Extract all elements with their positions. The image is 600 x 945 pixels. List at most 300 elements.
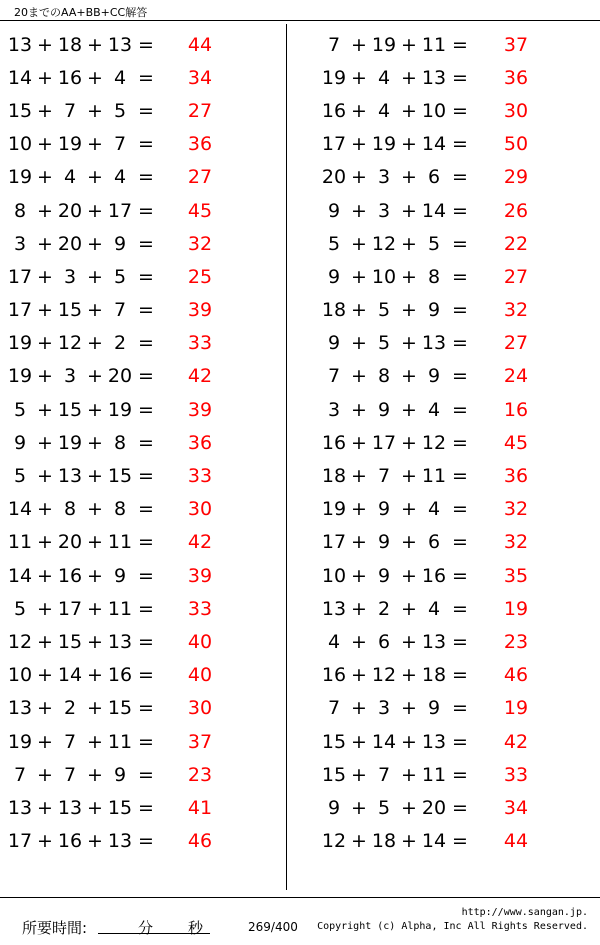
problem-columns	[0, 22, 600, 894]
plus-icon: +	[401, 265, 417, 288]
problem-row	[6, 128, 292, 161]
answer-value: 32	[503, 498, 529, 521]
problem-row	[6, 526, 292, 559]
operand-a: 19	[321, 66, 347, 89]
plus-icon: +	[87, 199, 103, 222]
operand-c: 13	[107, 830, 133, 853]
answer-value: 27	[187, 99, 213, 122]
problem-row	[320, 294, 594, 327]
answer-value: 39	[187, 564, 213, 587]
equals-icon: =	[138, 299, 154, 322]
answer-value: 42	[187, 531, 213, 554]
operand-c: 14	[421, 830, 447, 853]
answer-value: 33	[187, 597, 213, 620]
equals-icon: =	[138, 199, 154, 222]
plus-icon: +	[351, 465, 367, 488]
plus-icon: +	[37, 332, 53, 355]
answer-value: 27	[503, 332, 529, 355]
answer-value: 50	[503, 133, 529, 156]
plus-icon: +	[37, 431, 53, 454]
operand-a: 12	[7, 630, 33, 653]
problem-row	[320, 758, 594, 791]
answer-value: 23	[503, 630, 529, 653]
problem-row	[6, 791, 292, 824]
problem-row	[320, 61, 594, 94]
time-required-label: 所要時間:	[22, 919, 88, 937]
problem-row	[6, 94, 292, 127]
plus-icon: +	[401, 830, 417, 853]
plus-icon: +	[401, 232, 417, 255]
answer-value: 41	[187, 796, 213, 819]
equals-icon: =	[138, 597, 154, 620]
operand-b: 4	[377, 66, 391, 89]
operand-c: 13	[421, 66, 447, 89]
plus-icon: +	[351, 697, 367, 720]
plus-icon: +	[351, 33, 367, 56]
plus-icon: +	[37, 299, 53, 322]
plus-icon: +	[37, 664, 53, 687]
operand-b: 9	[377, 498, 391, 521]
operand-c: 7	[113, 299, 127, 322]
plus-icon: +	[37, 763, 53, 786]
operand-a: 10	[7, 664, 33, 687]
problem-row	[320, 161, 594, 194]
operand-c: 5	[113, 99, 127, 122]
problem-row	[6, 625, 292, 658]
operand-a: 10	[7, 133, 33, 156]
operand-a: 17	[7, 299, 33, 322]
equals-icon: =	[452, 166, 468, 189]
operand-b: 17	[371, 431, 397, 454]
plus-icon: +	[401, 796, 417, 819]
plus-icon: +	[401, 33, 417, 56]
answer-value: 36	[187, 133, 213, 156]
problem-row	[320, 327, 594, 360]
operand-b: 17	[57, 597, 83, 620]
operand-b: 3	[377, 166, 391, 189]
operand-c: 20	[107, 365, 133, 388]
operand-a: 16	[321, 664, 347, 687]
footer-divider	[0, 897, 600, 898]
operand-c: 9	[427, 299, 441, 322]
plus-icon: +	[87, 730, 103, 753]
operand-a: 5	[13, 465, 27, 488]
plus-icon: +	[351, 564, 367, 587]
problem-row	[320, 227, 594, 260]
problem-row	[320, 625, 594, 658]
operand-b: 2	[63, 697, 77, 720]
equals-icon: =	[138, 166, 154, 189]
operand-c: 5	[427, 232, 441, 255]
plus-icon: +	[87, 99, 103, 122]
operand-a: 19	[7, 166, 33, 189]
operand-a: 15	[7, 99, 33, 122]
plus-icon: +	[351, 730, 367, 753]
equals-icon: =	[452, 99, 468, 122]
operand-a: 10	[321, 564, 347, 587]
plus-icon: +	[87, 166, 103, 189]
problem-row	[320, 659, 594, 692]
plus-icon: +	[87, 431, 103, 454]
equals-icon: =	[138, 99, 154, 122]
operand-b: 15	[57, 630, 83, 653]
operand-c: 15	[107, 465, 133, 488]
operand-a: 14	[7, 66, 33, 89]
plus-icon: +	[37, 33, 53, 56]
operand-c: 10	[421, 99, 447, 122]
operand-a: 19	[7, 365, 33, 388]
operand-c: 16	[107, 664, 133, 687]
operand-c: 2	[113, 332, 127, 355]
problem-column-left	[0, 22, 300, 894]
plus-icon: +	[351, 498, 367, 521]
plus-icon: +	[87, 465, 103, 488]
operand-c: 13	[107, 630, 133, 653]
operand-c: 11	[421, 465, 447, 488]
problem-row	[6, 459, 292, 492]
problem-row	[320, 592, 594, 625]
page-title: 20までのAA+BB+CC解答	[14, 6, 148, 19]
problem-row	[320, 194, 594, 227]
plus-icon: +	[351, 365, 367, 388]
equals-icon: =	[452, 796, 468, 819]
plus-icon: +	[401, 133, 417, 156]
plus-icon: +	[87, 332, 103, 355]
plus-icon: +	[87, 365, 103, 388]
answer-value: 30	[503, 99, 529, 122]
operand-c: 4	[427, 597, 441, 620]
equals-icon: =	[452, 33, 468, 56]
plus-icon: +	[401, 365, 417, 388]
plus-icon: +	[37, 232, 53, 255]
plus-icon: +	[87, 133, 103, 156]
plus-icon: +	[37, 730, 53, 753]
answer-value: 39	[187, 299, 213, 322]
plus-icon: +	[401, 531, 417, 554]
operand-c: 9	[113, 232, 127, 255]
operand-b: 12	[371, 664, 397, 687]
answer-value: 37	[503, 33, 529, 56]
problem-row	[320, 493, 594, 526]
plus-icon: +	[87, 498, 103, 521]
answer-value: 42	[187, 365, 213, 388]
operand-a: 3	[327, 398, 341, 421]
equals-icon: =	[138, 830, 154, 853]
answer-value: 24	[503, 365, 529, 388]
operand-c: 15	[107, 697, 133, 720]
plus-icon: +	[37, 796, 53, 819]
operand-c: 13	[421, 332, 447, 355]
operand-a: 15	[321, 730, 347, 753]
plus-icon: +	[401, 664, 417, 687]
answer-value: 34	[187, 66, 213, 89]
operand-a: 5	[327, 232, 341, 255]
answer-value: 35	[503, 564, 529, 587]
plus-icon: +	[351, 133, 367, 156]
operand-a: 8	[13, 199, 27, 222]
operand-b: 20	[57, 199, 83, 222]
equals-icon: =	[138, 398, 154, 421]
operand-a: 9	[327, 265, 341, 288]
operand-b: 15	[57, 398, 83, 421]
operand-a: 20	[321, 166, 347, 189]
operand-c: 12	[421, 431, 447, 454]
operand-a: 16	[321, 431, 347, 454]
plus-icon: +	[87, 697, 103, 720]
operand-c: 11	[107, 531, 133, 554]
operand-c: 6	[427, 166, 441, 189]
plus-icon: +	[37, 365, 53, 388]
answer-value: 40	[187, 664, 213, 687]
equals-icon: =	[138, 763, 154, 786]
plus-icon: +	[87, 265, 103, 288]
problem-row	[6, 61, 292, 94]
plus-icon: +	[351, 99, 367, 122]
operand-a: 7	[327, 365, 341, 388]
equals-icon: =	[138, 465, 154, 488]
plus-icon: +	[351, 166, 367, 189]
problem-row	[6, 327, 292, 360]
equals-icon: =	[452, 431, 468, 454]
answer-value: 32	[187, 232, 213, 255]
answer-value: 36	[187, 431, 213, 454]
plus-icon: +	[401, 431, 417, 454]
plus-icon: +	[37, 398, 53, 421]
problem-row	[320, 393, 594, 426]
operand-b: 13	[57, 796, 83, 819]
operand-b: 9	[377, 398, 391, 421]
operand-c: 11	[421, 33, 447, 56]
plus-icon: +	[401, 199, 417, 222]
plus-icon: +	[87, 531, 103, 554]
problem-row	[320, 360, 594, 393]
plus-icon: +	[87, 232, 103, 255]
operand-b: 18	[371, 830, 397, 853]
equals-icon: =	[138, 33, 154, 56]
operand-a: 17	[321, 531, 347, 554]
operand-b: 19	[57, 431, 83, 454]
plus-icon: +	[37, 597, 53, 620]
operand-c: 9	[427, 365, 441, 388]
operand-a: 13	[321, 597, 347, 620]
operand-c: 11	[107, 730, 133, 753]
problem-row	[6, 725, 292, 758]
operand-c: 11	[107, 597, 133, 620]
operand-b: 8	[377, 365, 391, 388]
equals-icon: =	[452, 465, 468, 488]
operand-c: 19	[107, 398, 133, 421]
plus-icon: +	[351, 830, 367, 853]
problem-row	[6, 825, 292, 858]
operand-a: 17	[7, 830, 33, 853]
equals-icon: =	[452, 66, 468, 89]
operand-a: 5	[13, 597, 27, 620]
operand-a: 7	[327, 33, 341, 56]
plus-icon: +	[401, 166, 417, 189]
operand-b: 9	[377, 564, 391, 587]
equals-icon: =	[138, 796, 154, 819]
operand-b: 16	[57, 830, 83, 853]
equals-icon: =	[138, 133, 154, 156]
operand-b: 20	[57, 531, 83, 554]
plus-icon: +	[87, 398, 103, 421]
plus-icon: +	[351, 763, 367, 786]
plus-icon: +	[37, 66, 53, 89]
operand-a: 19	[7, 730, 33, 753]
operand-b: 3	[63, 365, 77, 388]
copyright-notice: Copyright (c) Alpha, Inc All Rights Reserved.	[317, 921, 588, 932]
header-divider	[0, 20, 600, 21]
operand-b: 7	[63, 99, 77, 122]
equals-icon: =	[452, 199, 468, 222]
operand-b: 7	[63, 763, 77, 786]
operand-b: 18	[57, 33, 83, 56]
operand-a: 18	[321, 299, 347, 322]
operand-a: 3	[13, 232, 27, 255]
plus-icon: +	[87, 664, 103, 687]
answer-value: 19	[503, 697, 529, 720]
operand-a: 14	[7, 564, 33, 587]
operand-c: 6	[427, 531, 441, 554]
operand-b: 9	[377, 531, 391, 554]
plus-icon: +	[351, 232, 367, 255]
operand-c: 18	[421, 664, 447, 687]
problem-row	[320, 825, 594, 858]
problem-row	[320, 94, 594, 127]
operand-a: 18	[321, 465, 347, 488]
answer-value: 33	[503, 763, 529, 786]
site-url: http://www.sangan.jp.	[461, 907, 588, 918]
operand-b: 8	[63, 498, 77, 521]
operand-b: 4	[377, 99, 391, 122]
plus-icon: +	[351, 597, 367, 620]
operand-c: 14	[421, 133, 447, 156]
plus-icon: +	[37, 99, 53, 122]
plus-icon: +	[351, 630, 367, 653]
plus-icon: +	[401, 597, 417, 620]
answer-value: 37	[187, 730, 213, 753]
answer-value: 40	[187, 630, 213, 653]
operand-c: 13	[107, 33, 133, 56]
plus-icon: +	[87, 564, 103, 587]
equals-icon: =	[452, 564, 468, 587]
plus-icon: +	[351, 299, 367, 322]
equals-icon: =	[138, 431, 154, 454]
operand-b: 7	[377, 465, 391, 488]
operand-c: 9	[113, 564, 127, 587]
equals-icon: =	[138, 365, 154, 388]
operand-c: 11	[421, 763, 447, 786]
problem-row	[320, 526, 594, 559]
operand-b: 7	[377, 763, 391, 786]
operand-c: 14	[421, 199, 447, 222]
operand-a: 9	[327, 332, 341, 355]
operand-b: 5	[377, 299, 391, 322]
operand-a: 9	[13, 431, 27, 454]
operand-c: 4	[427, 498, 441, 521]
operand-b: 12	[57, 332, 83, 355]
plus-icon: +	[351, 431, 367, 454]
problem-row	[6, 260, 292, 293]
answer-value: 46	[187, 830, 213, 853]
equals-icon: =	[138, 332, 154, 355]
plus-icon: +	[87, 796, 103, 819]
operand-a: 13	[7, 697, 33, 720]
operand-a: 9	[327, 796, 341, 819]
plus-icon: +	[401, 99, 417, 122]
operand-a: 19	[7, 332, 33, 355]
minutes-label: 分	[138, 919, 154, 937]
operand-b: 14	[371, 730, 397, 753]
plus-icon: +	[37, 265, 53, 288]
answer-value: 33	[187, 465, 213, 488]
operand-c: 9	[427, 697, 441, 720]
plus-icon: +	[401, 697, 417, 720]
plus-icon: +	[401, 498, 417, 521]
equals-icon: =	[452, 830, 468, 853]
operand-b: 13	[57, 465, 83, 488]
answer-value: 44	[187, 33, 213, 56]
problem-row	[6, 161, 292, 194]
plus-icon: +	[37, 498, 53, 521]
plus-icon: +	[87, 630, 103, 653]
operand-b: 10	[371, 265, 397, 288]
answer-value: 27	[187, 166, 213, 189]
answer-value: 45	[503, 431, 529, 454]
operand-c: 8	[113, 431, 127, 454]
plus-icon: +	[401, 398, 417, 421]
plus-icon: +	[401, 763, 417, 786]
operand-c: 20	[421, 796, 447, 819]
equals-icon: =	[138, 265, 154, 288]
operand-a: 19	[321, 498, 347, 521]
equals-icon: =	[452, 763, 468, 786]
problem-row	[6, 28, 292, 61]
operand-b: 3	[377, 697, 391, 720]
plus-icon: +	[401, 465, 417, 488]
problem-row	[320, 559, 594, 592]
answer-value: 25	[187, 265, 213, 288]
equals-icon: =	[138, 531, 154, 554]
problem-row	[320, 128, 594, 161]
operand-c: 17	[107, 199, 133, 222]
equals-icon: =	[452, 365, 468, 388]
problem-row	[6, 592, 292, 625]
plus-icon: +	[87, 830, 103, 853]
operand-c: 4	[427, 398, 441, 421]
equals-icon: =	[452, 730, 468, 753]
plus-icon: +	[401, 630, 417, 653]
plus-icon: +	[401, 730, 417, 753]
equals-icon: =	[452, 664, 468, 687]
plus-icon: +	[37, 531, 53, 554]
operand-a: 17	[321, 133, 347, 156]
page-number: 269/400	[248, 920, 298, 934]
problem-row	[6, 493, 292, 526]
equals-icon: =	[452, 265, 468, 288]
answer-value: 19	[503, 597, 529, 620]
problem-row	[320, 426, 594, 459]
plus-icon: +	[37, 133, 53, 156]
operand-a: 14	[7, 498, 33, 521]
answer-value: 36	[503, 66, 529, 89]
operand-a: 7	[327, 697, 341, 720]
plus-icon: +	[401, 299, 417, 322]
plus-icon: +	[351, 332, 367, 355]
plus-icon: +	[351, 664, 367, 687]
problem-row	[320, 459, 594, 492]
answer-value: 27	[503, 265, 529, 288]
